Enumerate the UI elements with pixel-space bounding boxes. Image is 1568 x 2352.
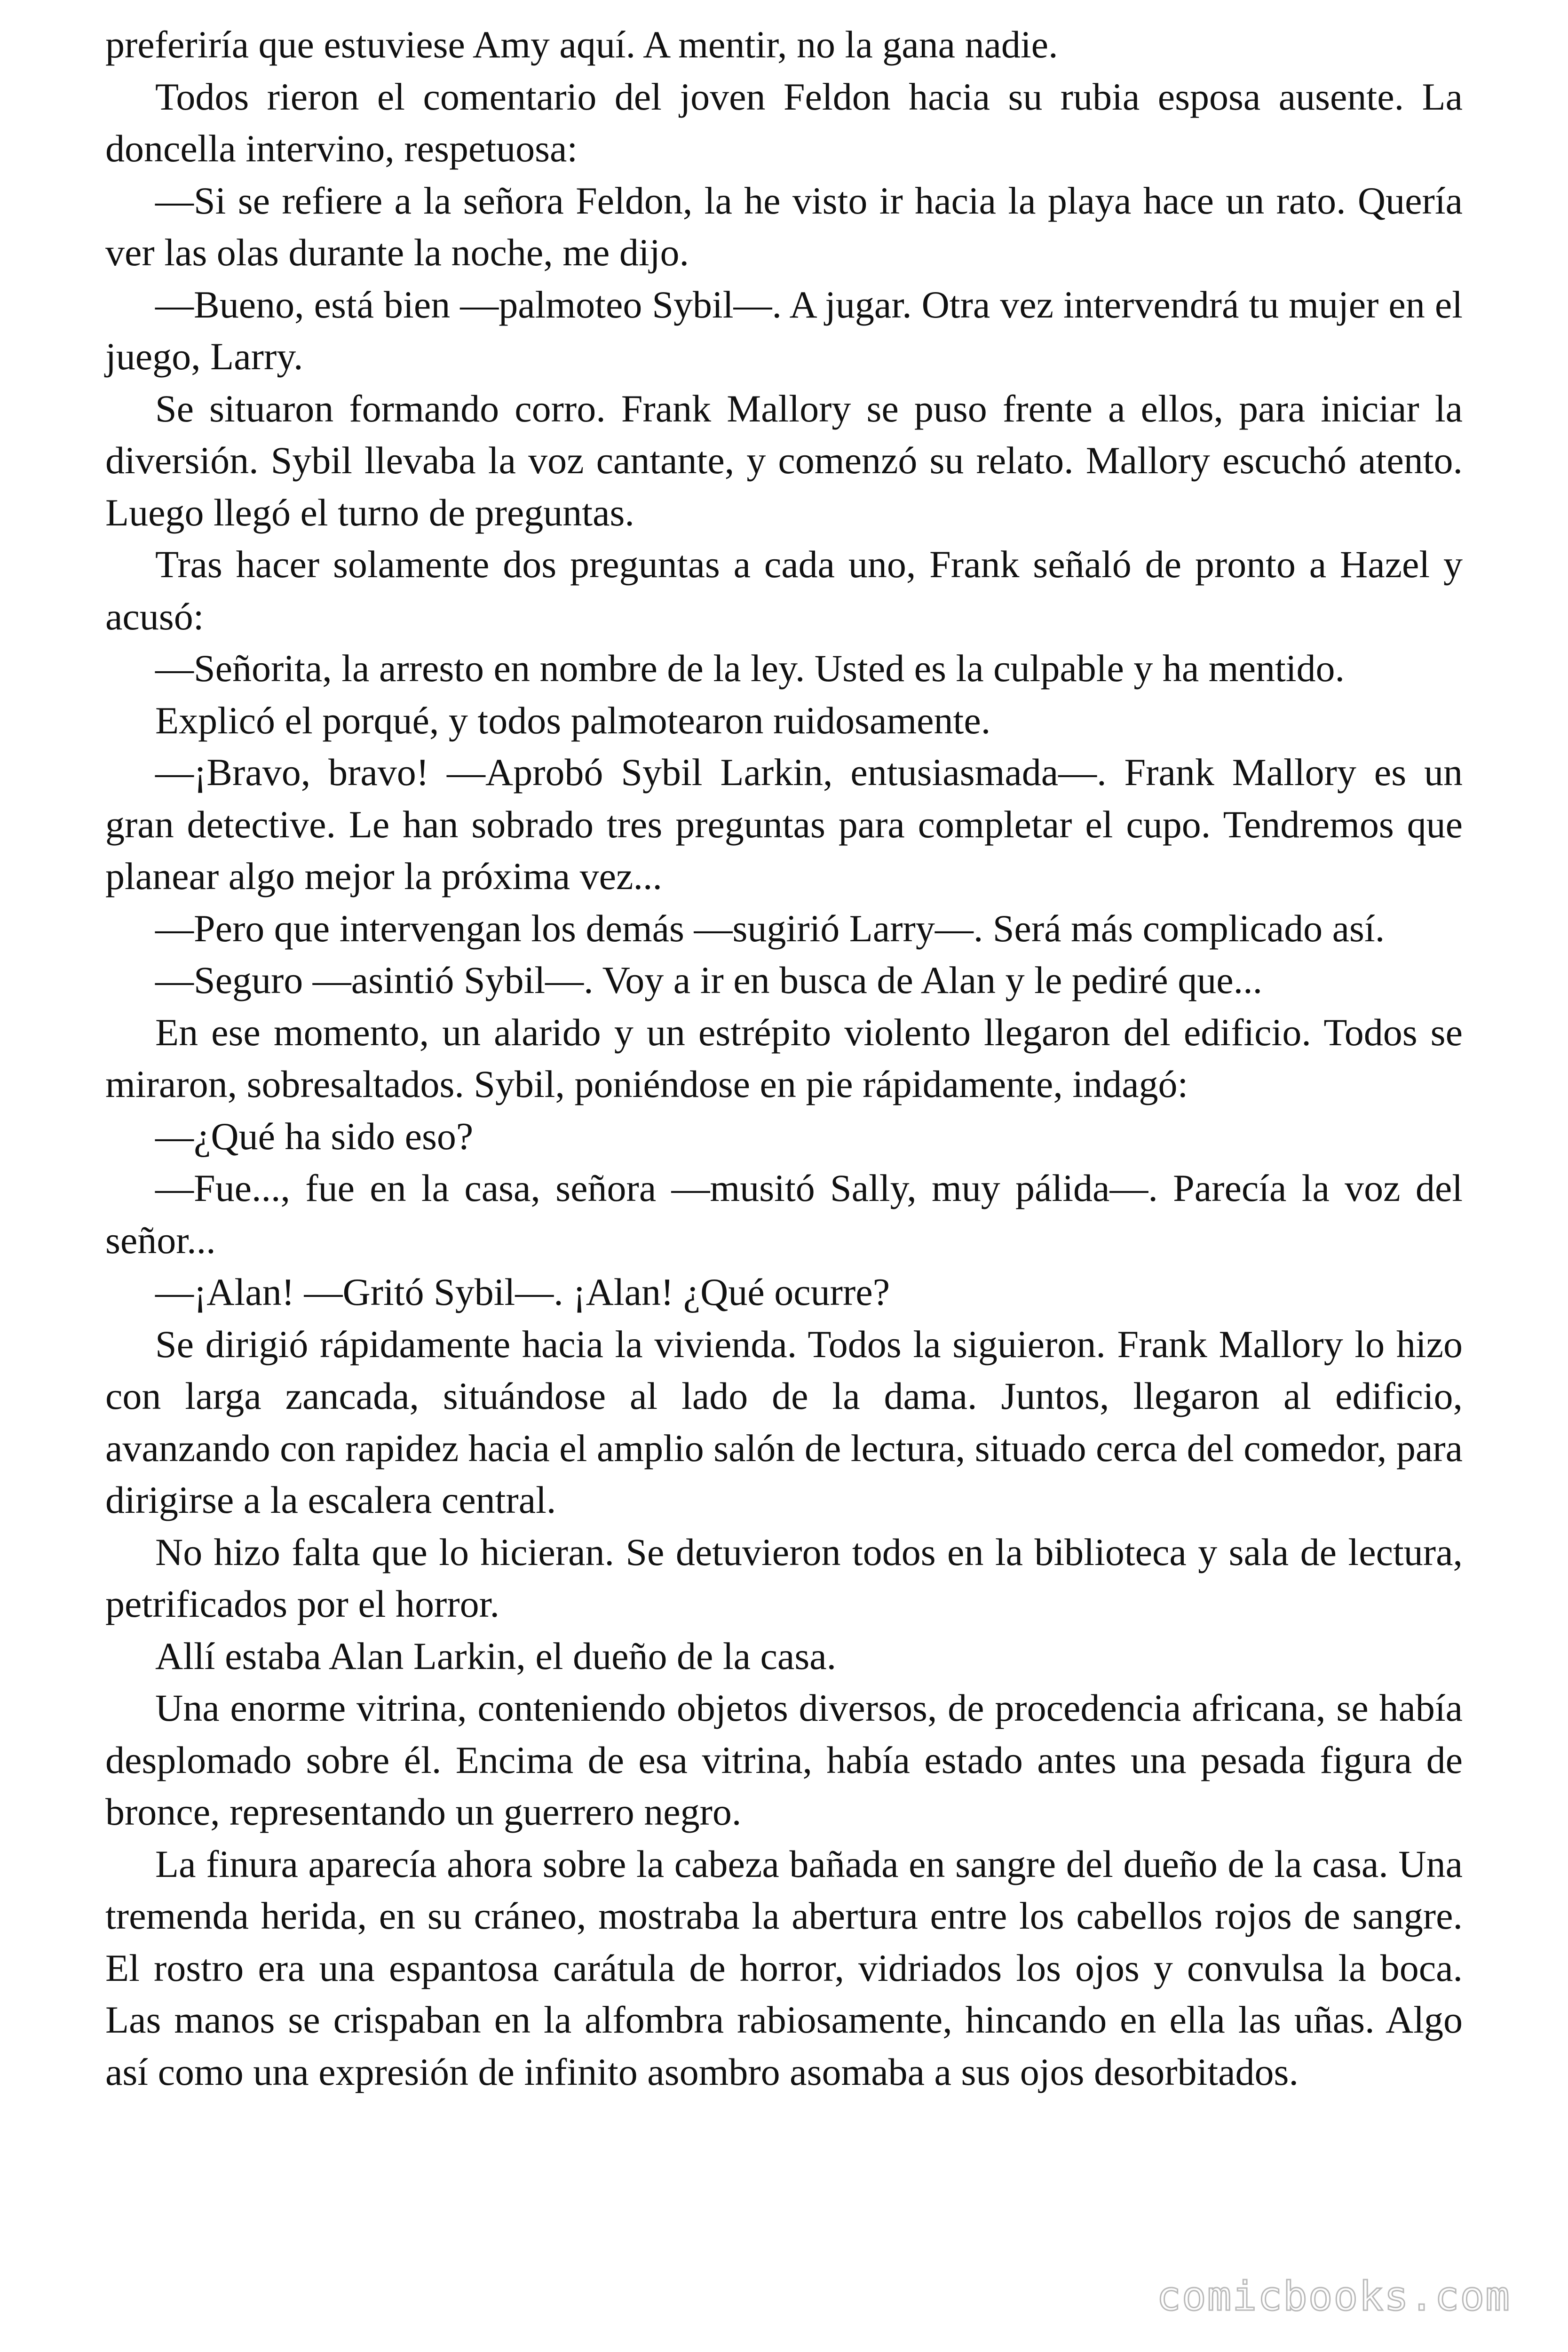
paragraph: —Bueno, está bien —palmoteo Sybil—. A jugar. Otra vez intervendrá tu mujer en el juego, Larry. xyxy=(105,283,1463,378)
paragraph: —Señorita, la arresto en nombre de la ley. Usted es la culpable y ha mentido. xyxy=(155,647,1345,690)
paragraph: Se situaron formando corro. Frank Mallory se puso frente a ellos, para iniciar la diversión. Sybil llevaba la voz cantante, y comenzó su relato. Mallory escuchó atento. Luego llegó el turno de preguntas. xyxy=(105,387,1463,534)
paragraph: Tras hacer solamente dos preguntas a cada uno, Frank señaló de pronto a Hazel y acusó: xyxy=(105,543,1463,638)
paragraph: —Seguro —asintió Sybil—. Voy a ir en busca de Alan y le pediré que... xyxy=(155,959,1263,1001)
paragraph: —Pero que intervengan los demás —sugirió Larry—. Será más complicado así. xyxy=(155,906,1385,950)
paragraph: —¿Qué ha sido eso? xyxy=(155,1114,474,1158)
paragraph: Todos rieron el comentario del joven Feldon hacia su rubia esposa ausente. La doncella intervino, respetuosa: xyxy=(105,75,1463,170)
paragraph: La finura aparecía ahora sobre la cabeza bañada en sangre del dueño de la casa. Una tremenda herida, en su cráneo, mostraba la abertura entre los cabellos rojos de sangre. El rostro era una espantosa carátula de horror, vidriados los ojos y convulsa la boca. Las manos se crispaban en la alfombra rabiosamente, hincando en ella las uñas. Algo así como una expresión de infinito asombro asomaba a sus ojos desorbitados. xyxy=(105,1842,1463,2093)
paragraph: —Si se refiere a la señora Feldon, la he visto ir hacia la playa hace un rato. Quería ver las olas durante la noche, me dijo. xyxy=(105,179,1463,274)
paragraph: —Fue..., fue en la casa, señora —musitó Sally, muy pálida—. Parecía la voz del señor... xyxy=(105,1167,1463,1262)
watermark: comicbooks.com xyxy=(1156,2273,1511,2320)
paragraph: Explicó el porqué, y todos palmotearon ruidosamente. xyxy=(155,699,991,742)
paragraph: No hizo falta que lo hicieran. Se detuvieron todos en la biblioteca y sala de lectura, petrificados por el horror. xyxy=(105,1530,1463,1625)
paragraph: —¡Bravo, bravo! —Aprobó Sybil Larkin, entusiasmada—. Frank Mallory es un gran detective. Le han sobrado tres preguntas para completar el cupo. Tendremos que planear algo mejor la próxima vez... xyxy=(105,751,1463,898)
paragraph: Una enorme vitrina, conteniendo objetos diversos, de procedencia africana, se había desplomado sobre él. Encima de esa vitrina, había estado antes una pesada figura de bronce, representando un guerrero negro. xyxy=(105,1686,1463,1833)
paragraph: Allí estaba Alan Larkin, el dueño de la casa. xyxy=(155,1634,837,1677)
paragraph: Se dirigió rápidamente hacia la vivienda. Todos la siguieron. Frank Mallory lo hizo con larga zancada, situándose al lado de la dama. Juntos, llegaron al edificio, avanzando con rapidez hacia el amplio salón de lectura, situado cerca del comedor, para dirigirse a la escalera central. xyxy=(105,1322,1463,1521)
page-text xyxy=(105,19,1463,2098)
paragraph: En ese momento, un alarido y un estrépito violento llegaron del edificio. Todos se miraron, sobresaltados. Sybil, poniéndose en pie rápidamente, indagó: xyxy=(105,1010,1463,1105)
paragraph: —¡Alan! —Gritó Sybil—. ¡Alan! ¿Qué ocurre? xyxy=(155,1271,890,1313)
paragraph: preferiría que estuviese Amy aquí. A mentir, no la gana nadie. xyxy=(105,23,1058,66)
